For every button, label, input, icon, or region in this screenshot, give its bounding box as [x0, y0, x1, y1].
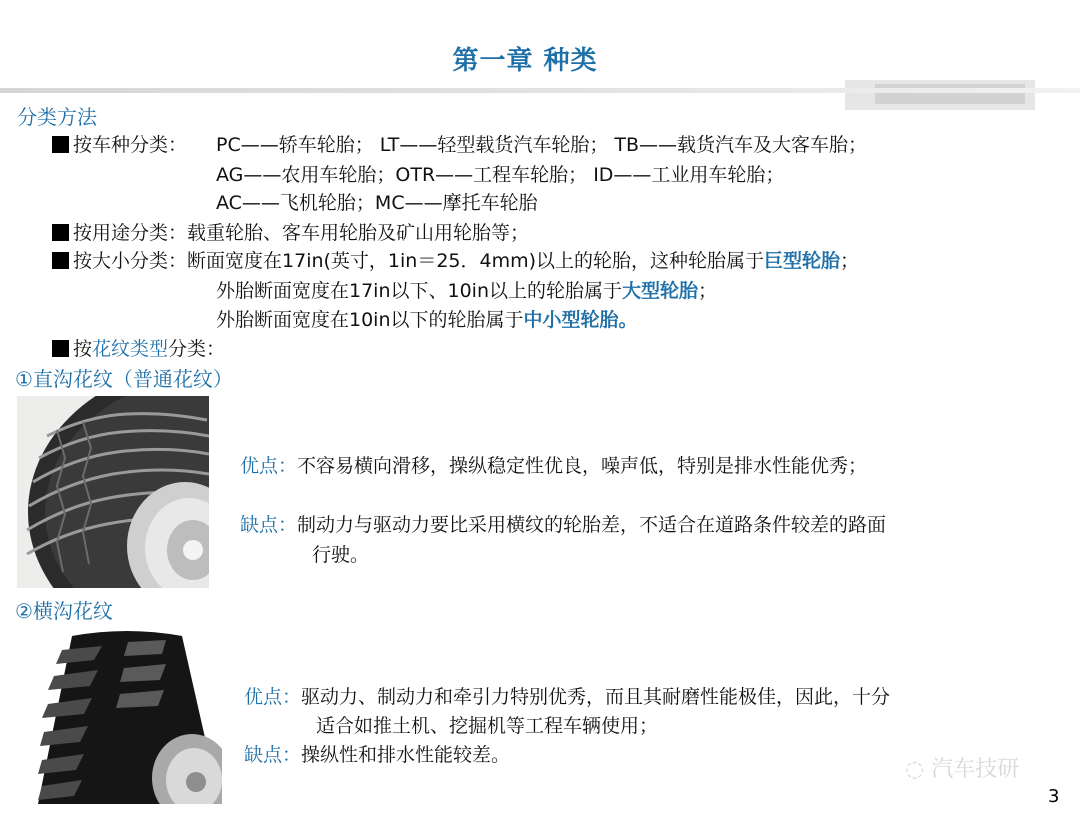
bullet-square-icon [52, 252, 69, 269]
pattern-type-term: 花纹类型 [92, 338, 169, 360]
straight-pros-label: 优点： [240, 455, 298, 477]
lateral-cons-text: 操纵性和排水性能较差。 [301, 744, 511, 766]
wechat-icon: ◌ [905, 757, 932, 782]
by-vehicle-line-2: AG——农用车轮胎；OTR——工程车轮胎； ID——工业用车轮胎； [216, 164, 785, 186]
by-vehicle-label-text: 按车种分类： [73, 134, 188, 156]
header-decoration-inner [875, 84, 1025, 104]
straight-cons-line-2: 行驶。 [312, 544, 370, 566]
straight-cons-row [240, 510, 886, 537]
straight-cons-label: 缺点： [240, 514, 298, 536]
page-title: 第一章 种类 [452, 46, 598, 76]
lateral-cons-row [244, 740, 510, 767]
by-size-line-2: 外胎断面宽度在17in以下、10in以上的轮胎属于 [216, 280, 622, 302]
by-size-label: 按大小分类： [73, 250, 188, 272]
by-vehicle-line-3: AC——飞机轮胎；MC——摩托车轮胎 [216, 192, 538, 214]
by-size-row-3 [216, 305, 638, 332]
straight-pros-text: 不容易横向滑移，操纵稳定性优良，噪声低，特别是排水性能优秀； [297, 455, 868, 477]
lateral-groove-heading: ②横沟花纹 [15, 599, 113, 623]
small-medium-tire-term: 中小型轮胎。 [523, 309, 638, 331]
by-pattern-post: 分类： [168, 338, 226, 360]
straight-pros-row [240, 451, 867, 478]
by-use-row [52, 218, 529, 245]
watermark [905, 752, 1019, 783]
giant-tire-term: 巨型轮胎 [764, 250, 841, 272]
by-size-line-3: 外胎断面宽度在10in以下的轮胎属于 [216, 309, 524, 331]
by-size-row-2 [216, 276, 717, 303]
bullet-square-icon [52, 340, 69, 357]
by-use-text: 载重轮胎、客车用轮胎及矿山用轮胎等； [187, 222, 530, 244]
by-size-line-1-end: ； [840, 250, 860, 272]
by-pattern-pre: 按 [73, 338, 93, 360]
straight-groove-heading: ①直沟花纹（普通花纹） [15, 367, 233, 391]
lateral-groove-tire-image [32, 628, 222, 804]
straight-groove-tire-image [17, 396, 209, 588]
section-heading: 分类方法 [17, 105, 97, 129]
lateral-cons-label: 缺点： [244, 744, 302, 766]
by-vehicle-label [52, 130, 187, 157]
header-rule [0, 88, 1080, 93]
by-size-line-2-end: ； [698, 280, 718, 302]
by-vehicle-line-1: PC——轿车轮胎； LT——轻型载货汽车轮胎； TB——载货汽车及大客车胎； [216, 134, 868, 156]
watermark-text: 汽车技研 [931, 757, 1020, 782]
by-pattern-row [52, 334, 225, 361]
straight-cons-text: 制动力与驱动力要比采用横纹的轮胎差，不适合在道路条件较差的路面 [297, 514, 887, 536]
lateral-pros-row [244, 682, 890, 709]
lateral-pros-label: 优点： [244, 686, 302, 708]
by-use-label: 按用途分类： [73, 222, 188, 244]
bullet-square-icon [52, 224, 69, 241]
page-number: 3 [1048, 786, 1060, 807]
large-tire-term: 大型轮胎 [622, 280, 699, 302]
by-size-line-1: 断面宽度在17in(英寸，1in＝25．4mm)以上的轮胎，这种轮胎属于 [187, 250, 765, 272]
lateral-pros-line-2: 适合如推土机、挖掘机等工程车辆使用； [316, 715, 659, 737]
lateral-pros-text: 驱动力、制动力和牵引力特别优秀，而且其耐磨性能极佳，因此，十分 [301, 686, 891, 708]
by-size-row-1 [52, 246, 859, 273]
bullet-square-icon [52, 136, 69, 153]
